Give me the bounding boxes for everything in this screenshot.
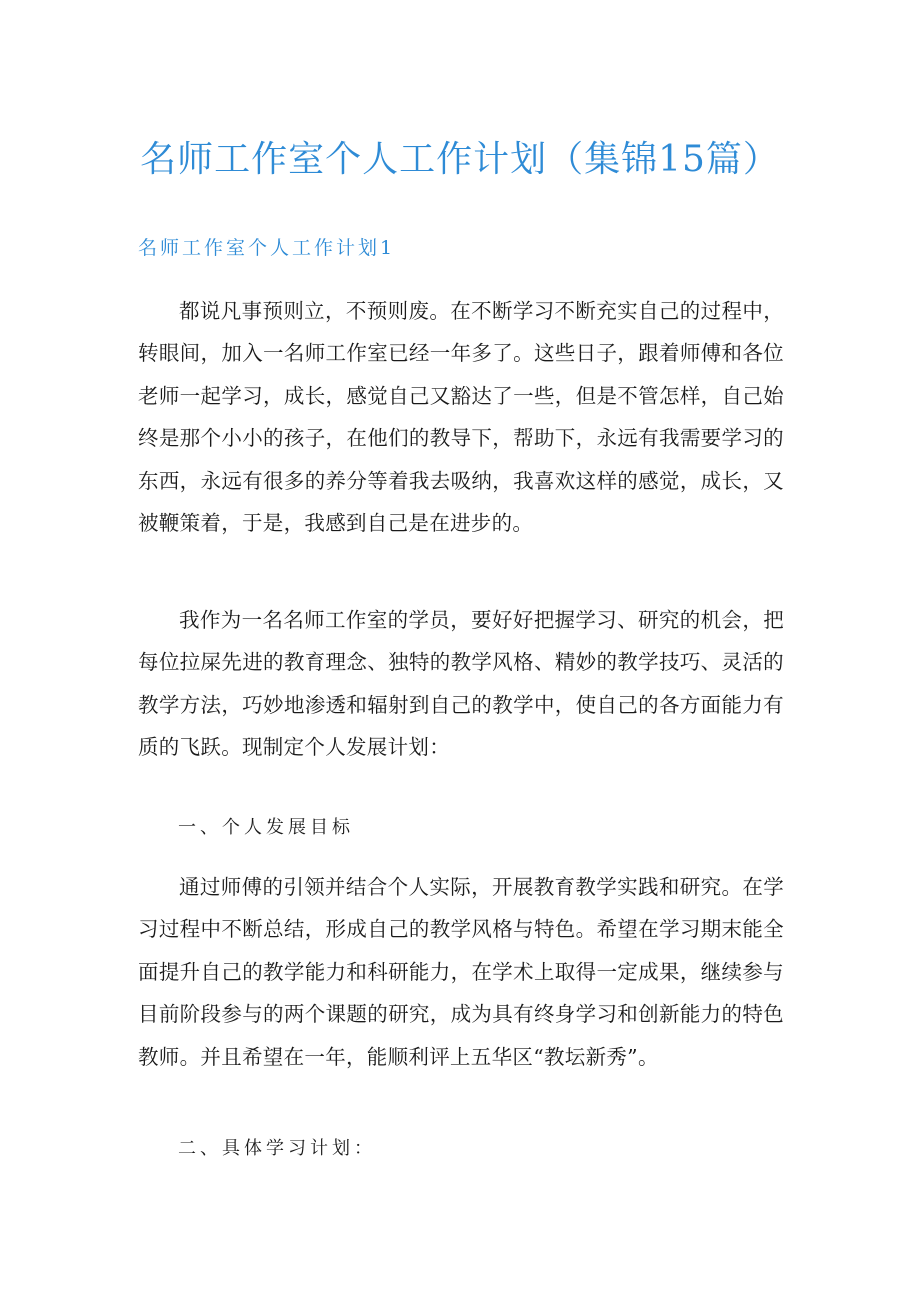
subheading-personal-goals: 一、个人发展目标 bbox=[178, 817, 354, 838]
section-heading: 名师工作室个人工作计划1 bbox=[138, 237, 396, 259]
paragraph-purpose: 我作为一名名师工作室的学员，要好好把握学习、研究的机会，把每位拉屎先进的教育理念、独特的教学风格、精妙的教学技巧、灵活的教学方法，巧妙地渗透和辐射到自己的教学中，使自己的各方面能力有质的飞跃。现制定个人发展计划： bbox=[138, 608, 784, 760]
document-title: 名师工作室个人工作计划（集锦15篇） bbox=[140, 139, 780, 180]
subheading-study-plan: 二、具体学习计划： bbox=[178, 1138, 376, 1159]
paragraph-intro: 都说凡事预则立，不预则废。在不断学习不断充实自己的过程中，转眼间，加入一名师工作室已经一年多了。这些日子，跟着师傅和各位老师一起学习，成长，感觉自己又豁达了一些，但是不管怎样，自己始终是那个小小的孩子，在他们的教导下，帮助下，永远有我需要学习的东西，永远有很多的养分等着我去吸纳，我喜欢这样的感觉，成长，又被鞭策着，于是，我感到自己是在进步的。 bbox=[138, 299, 784, 536]
paragraph-goals: 通过师傅的引领并结合个人实际，开展教育教学实践和研究。在学习过程中不断总结，形成自己的教学风格与特色。希望在学习期末能全面提升自己的教学能力和科研能力，在学术上取得一定成果，继续参与目前阶段参与的两个课题的研究，成为具有终身学习和创新能力的特色教师。并且希望在一年，能顺利评上五华区“教坛新秀”。 bbox=[138, 875, 784, 1069]
